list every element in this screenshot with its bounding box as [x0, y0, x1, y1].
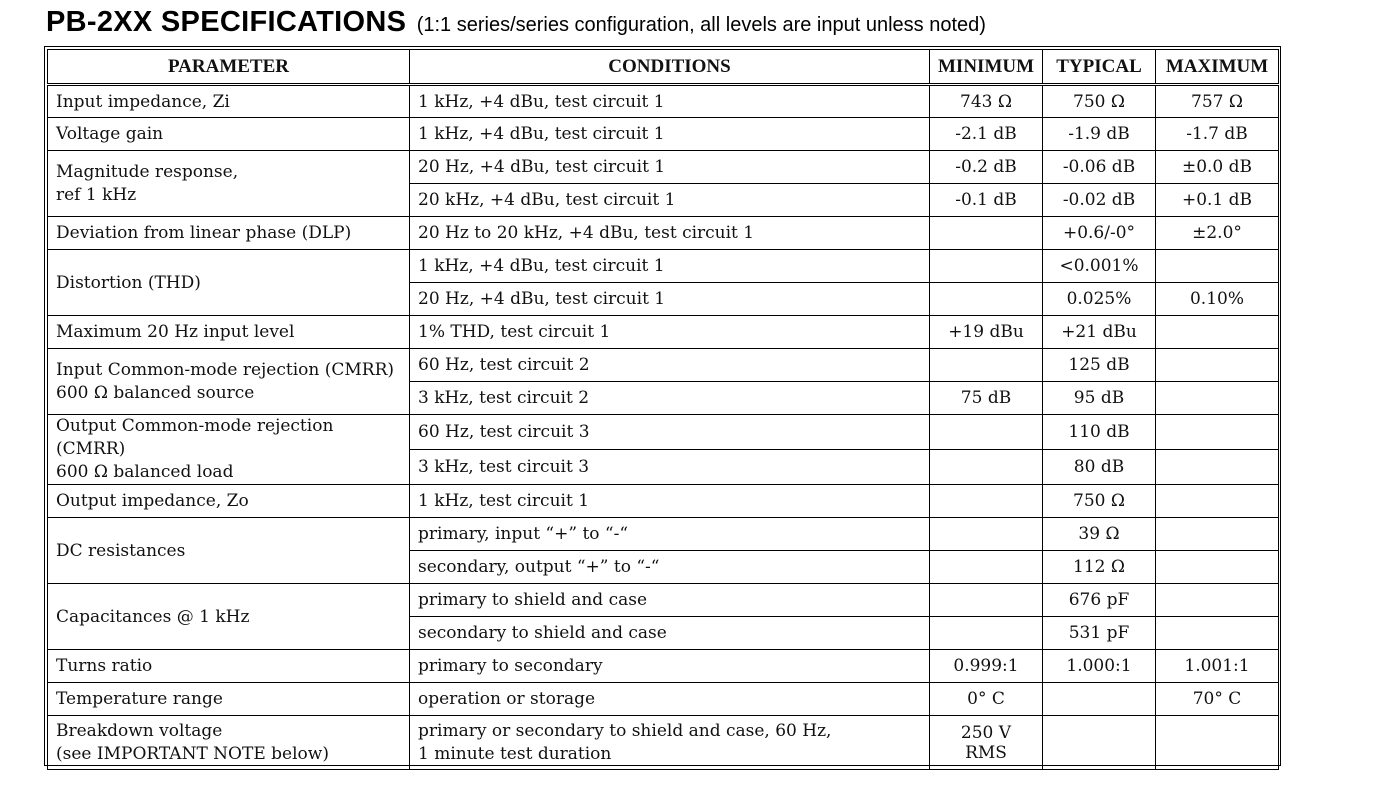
- min-cell: [930, 415, 1043, 450]
- header-parameter: PARAMETER: [48, 50, 410, 85]
- table-row: [48, 650, 1279, 683]
- header-maximum: MAXIMUM: [1156, 50, 1279, 85]
- param-line: (see IMPORTANT NOTE below): [56, 743, 329, 764]
- max-cell: 70° C: [1156, 683, 1279, 716]
- table-row: [48, 716, 1279, 770]
- param-line: Input Common-mode rejection (CMRR): [56, 359, 395, 380]
- param-cell: [48, 716, 410, 770]
- spec-table-frame: [44, 46, 1281, 766]
- table-row: [48, 485, 1279, 518]
- min-cell: 250 V RMS: [930, 716, 1043, 770]
- param-cell: [48, 415, 410, 485]
- typ-cell: [1043, 716, 1156, 770]
- typ-cell: [1043, 683, 1156, 716]
- min-cell: [930, 485, 1043, 518]
- condition-cell: 20 Hz, +4 dBu, test circuit 1: [410, 151, 930, 184]
- typ-cell: +21 dBu: [1043, 316, 1156, 349]
- max-cell: [1156, 551, 1279, 584]
- typ-cell: 531 pF: [1043, 617, 1156, 650]
- param-line: Magnitude response,: [56, 161, 239, 182]
- condition-cell: 60 Hz, test circuit 3: [410, 415, 930, 450]
- condition-cell: 1 kHz, +4 dBu, test circuit 1: [410, 85, 930, 118]
- typ-cell: 39 Ω: [1043, 518, 1156, 551]
- param-line: Output Common-mode rejection (CMRR): [56, 416, 334, 459]
- condition-cell: primary to shield and case: [410, 584, 930, 617]
- min-cell: -0.1 dB: [930, 184, 1043, 217]
- table-row: [48, 349, 1279, 382]
- typ-cell: <0.001%: [1043, 250, 1156, 283]
- param-cell: Turns ratio: [48, 650, 410, 683]
- condition-cell: 3 kHz, test circuit 3: [410, 450, 930, 485]
- typ-cell: -0.06 dB: [1043, 151, 1156, 184]
- max-cell: [1156, 617, 1279, 650]
- typ-cell: 80 dB: [1043, 450, 1156, 485]
- condition-cell: 20 kHz, +4 dBu, test circuit 1: [410, 184, 930, 217]
- max-cell: [1156, 316, 1279, 349]
- page-title: [46, 6, 986, 39]
- min-cell: [930, 349, 1043, 382]
- condition-cell: 1% THD, test circuit 1: [410, 316, 930, 349]
- max-cell: ±2.0°: [1156, 217, 1279, 250]
- table-row: [48, 518, 1279, 551]
- min-cell: [930, 617, 1043, 650]
- condition-cell: 20 Hz, +4 dBu, test circuit 1: [410, 283, 930, 316]
- min-cell: [930, 551, 1043, 584]
- table-row: [48, 85, 1279, 118]
- table-row: [48, 415, 1279, 450]
- min-cell: 0.999:1: [930, 650, 1043, 683]
- max-cell: [1156, 716, 1279, 770]
- max-cell: [1156, 518, 1279, 551]
- min-cell: [930, 250, 1043, 283]
- table-row: [48, 217, 1279, 250]
- max-cell: [1156, 415, 1279, 450]
- param-line: ref 1 kHz: [56, 184, 137, 205]
- condition-line: 1 minute test duration: [418, 743, 612, 764]
- param-cell: Maximum 20 Hz input level: [48, 316, 410, 349]
- table-row: [48, 118, 1279, 151]
- min-cell: 743 Ω: [930, 85, 1043, 118]
- param-cell: Input impedance, Zi: [48, 85, 410, 118]
- header-minimum: MINIMUM: [930, 50, 1043, 85]
- typ-cell: 676 pF: [1043, 584, 1156, 617]
- table-row: [48, 250, 1279, 283]
- min-cell: 75 dB: [930, 382, 1043, 415]
- table-row: [48, 151, 1279, 184]
- typ-cell: 112 Ω: [1043, 551, 1156, 584]
- condition-cell: 3 kHz, test circuit 2: [410, 382, 930, 415]
- max-cell: [1156, 382, 1279, 415]
- max-cell: 0.10%: [1156, 283, 1279, 316]
- max-cell: [1156, 584, 1279, 617]
- max-cell: [1156, 250, 1279, 283]
- param-cell: Capacitances @ 1 kHz: [48, 584, 410, 650]
- typ-cell: -0.02 dB: [1043, 184, 1156, 217]
- spec-title: PB-2XX SPECIFICATIONS: [46, 6, 407, 38]
- condition-cell: secondary to shield and case: [410, 617, 930, 650]
- condition-cell: operation or storage: [410, 683, 930, 716]
- param-cell: Deviation from linear phase (DLP): [48, 217, 410, 250]
- min-cell: [930, 518, 1043, 551]
- param-line: 600 Ω balanced source: [56, 382, 255, 403]
- max-cell: -1.7 dB: [1156, 118, 1279, 151]
- typ-cell: 0.025%: [1043, 283, 1156, 316]
- typ-cell: -1.9 dB: [1043, 118, 1156, 151]
- condition-cell: primary to secondary: [410, 650, 930, 683]
- param-line: Breakdown voltage: [56, 720, 223, 741]
- param-cell: Temperature range: [48, 683, 410, 716]
- typ-cell: 1.000:1: [1043, 650, 1156, 683]
- header-typical: TYPICAL: [1043, 50, 1156, 85]
- param-cell: Voltage gain: [48, 118, 410, 151]
- table-row: [48, 683, 1279, 716]
- typ-cell: 95 dB: [1043, 382, 1156, 415]
- condition-cell: 1 kHz, +4 dBu, test circuit 1: [410, 250, 930, 283]
- param-cell: [48, 349, 410, 415]
- param-cell: Output impedance, Zo: [48, 485, 410, 518]
- max-cell: 757 Ω: [1156, 85, 1279, 118]
- condition-cell: primary, input “+” to “-“: [410, 518, 930, 551]
- table-row: [48, 316, 1279, 349]
- header-row: [48, 50, 1279, 85]
- max-cell: 1.001:1: [1156, 650, 1279, 683]
- min-cell: 0° C: [930, 683, 1043, 716]
- condition-cell: 60 Hz, test circuit 2: [410, 349, 930, 382]
- max-cell: [1156, 349, 1279, 382]
- min-cell: [930, 283, 1043, 316]
- param-line: 600 Ω balanced load: [56, 462, 234, 482]
- header-conditions: CONDITIONS: [410, 50, 930, 85]
- param-cell: DC resistances: [48, 518, 410, 584]
- typ-cell: +0.6/-0°: [1043, 217, 1156, 250]
- condition-cell: 20 Hz to 20 kHz, +4 dBu, test circuit 1: [410, 217, 930, 250]
- typ-cell: 125 dB: [1043, 349, 1156, 382]
- table-row: [48, 584, 1279, 617]
- min-cell: [930, 450, 1043, 485]
- max-cell: ±0.0 dB: [1156, 151, 1279, 184]
- typ-cell: 750 Ω: [1043, 85, 1156, 118]
- max-cell: [1156, 485, 1279, 518]
- min-cell: [930, 584, 1043, 617]
- condition-cell: [410, 716, 930, 770]
- param-cell: [48, 151, 410, 217]
- condition-cell: 1 kHz, +4 dBu, test circuit 1: [410, 118, 930, 151]
- max-cell: [1156, 450, 1279, 485]
- min-cell: [930, 217, 1043, 250]
- min-cell: -2.1 dB: [930, 118, 1043, 151]
- min-cell: -0.2 dB: [930, 151, 1043, 184]
- condition-cell: secondary, output “+” to “-“: [410, 551, 930, 584]
- condition-line: primary or secondary to shield and case, 60 Hz,: [418, 720, 832, 741]
- condition-cell: 1 kHz, test circuit 1: [410, 485, 930, 518]
- min-cell: +19 dBu: [930, 316, 1043, 349]
- typ-cell: 110 dB: [1043, 415, 1156, 450]
- spec-subtitle: (1:1 series/series configuration, all levels are input unless noted): [416, 14, 986, 36]
- spec-table: [47, 49, 1279, 770]
- max-cell: +0.1 dB: [1156, 184, 1279, 217]
- typ-cell: 750 Ω: [1043, 485, 1156, 518]
- param-cell: Distortion (THD): [48, 250, 410, 316]
